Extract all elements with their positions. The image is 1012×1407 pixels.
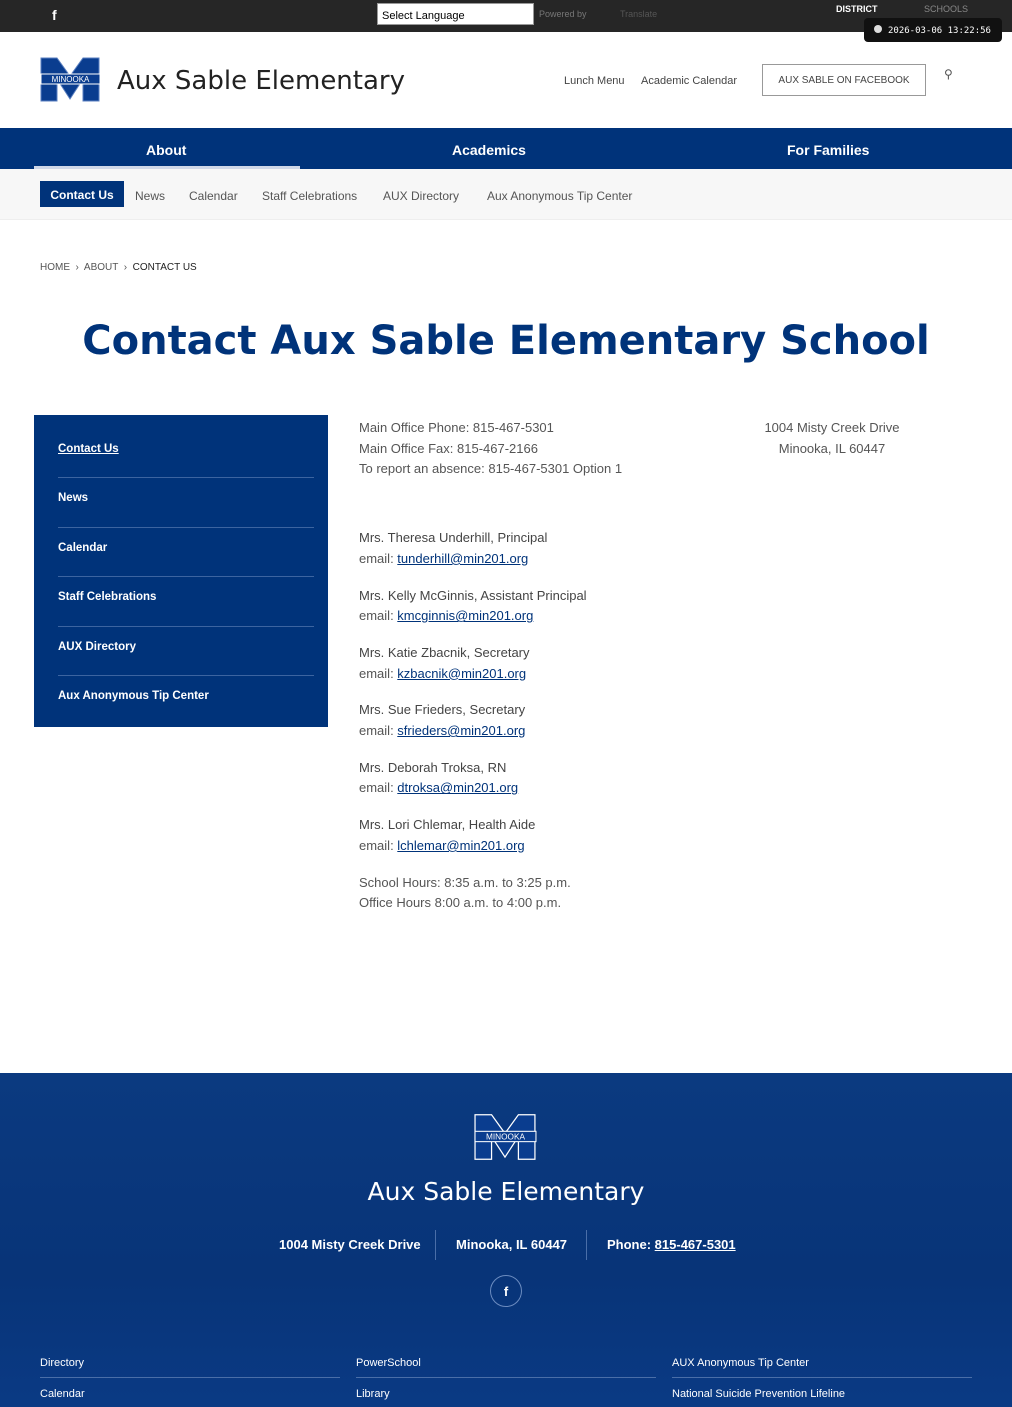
footer-title: Aux Sable Elementary bbox=[367, 1177, 645, 1206]
site-title[interactable]: Aux Sable Elementary bbox=[117, 66, 405, 96]
staff-name: Mrs. Sue Frieders, Secretary bbox=[359, 702, 526, 718]
powered-by: Powered by bbox=[539, 9, 587, 19]
footer-link-lifeline[interactable]: National Suicide Prevention Lifeline bbox=[672, 1388, 846, 1400]
language-select[interactable]: Select Language bbox=[377, 3, 534, 25]
breadcrumb-about[interactable]: ABOUT bbox=[83, 262, 119, 273]
sidebar-item-tip-center[interactable]: Aux Anonymous Tip Center bbox=[58, 689, 209, 702]
school-hours: School Hours: 8:35 a.m. to 3:25 p.m. bbox=[359, 874, 571, 890]
timestamp-overlay bbox=[864, 18, 1002, 42]
staff-entry bbox=[359, 643, 739, 684]
timestamp: 2026-03-06 13:22:56 bbox=[888, 26, 991, 36]
search-icon[interactable]: ⚲ bbox=[944, 67, 953, 81]
staff-email-link[interactable]: lchlemar@min201.org bbox=[397, 837, 525, 853]
staff-entry bbox=[359, 700, 739, 741]
main-nav bbox=[0, 128, 1012, 169]
office-hours: Office Hours 8:00 a.m. to 4:00 p.m. bbox=[359, 895, 562, 911]
staff-name: Mrs. Lori Chlemar, Health Aide bbox=[359, 817, 536, 833]
email-label: email: bbox=[359, 665, 398, 681]
subnav-aux-directory[interactable]: AUX Directory bbox=[383, 189, 460, 203]
address-city: Minooka, IL 60447 bbox=[778, 440, 886, 456]
footer-link-calendar[interactable]: Calendar bbox=[40, 1388, 85, 1400]
divider bbox=[672, 1377, 972, 1378]
schools-link[interactable]: SCHOOLS bbox=[924, 4, 969, 14]
breadcrumb: HOME › ABOUT › CONTACT US bbox=[40, 262, 197, 273]
divider bbox=[586, 1230, 587, 1260]
nav-for-families[interactable]: For Families bbox=[787, 142, 870, 158]
footer-link-tip-center[interactable]: AUX Anonymous Tip Center bbox=[672, 1357, 809, 1369]
email-label: email: bbox=[359, 608, 398, 624]
nav-about[interactable]: About bbox=[146, 142, 187, 158]
top-bar bbox=[0, 0, 1012, 36]
breadcrumb-current: CONTACT US bbox=[132, 262, 197, 273]
staff-name: Mrs. Deborah Troksa, RN bbox=[359, 759, 507, 775]
office-fax: Main Office Fax: 815-467-2166 bbox=[359, 440, 538, 456]
footer-phone-link[interactable]: 815-467-5301 bbox=[654, 1237, 736, 1252]
staff-email-link[interactable]: kzbacnik@min201.org bbox=[397, 665, 527, 681]
translate-link[interactable]: Translate bbox=[620, 9, 658, 19]
office-phone: Main Office Phone: 815-467-5301 bbox=[359, 420, 554, 435]
staff-entry bbox=[359, 815, 739, 856]
absence-line: To report an absence: 815-467-5301 Option 1 bbox=[359, 461, 623, 477]
sidebar-item-staff-celebrations[interactable]: Staff Celebrations bbox=[58, 577, 314, 626]
sidebar-item-aux-directory[interactable]: AUX Directory bbox=[58, 627, 314, 676]
footer-street: 1004 Misty Creek Drive bbox=[279, 1237, 421, 1252]
staff-entry bbox=[359, 528, 739, 569]
facebook-button[interactable]: AUX SABLE ON FACEBOOK bbox=[762, 64, 926, 96]
address-street: 1004 Misty Creek Drive bbox=[764, 420, 900, 435]
footer-phone bbox=[607, 1237, 736, 1252]
subnav-news[interactable]: News bbox=[135, 189, 166, 203]
sidebar-item-calendar[interactable]: Calendar bbox=[58, 528, 314, 577]
sidebar-item-news[interactable]: News bbox=[58, 478, 314, 527]
lunch-menu-link[interactable]: Lunch Menu bbox=[564, 75, 625, 87]
nav-academics[interactable]: Academics bbox=[452, 142, 526, 158]
staff-email-link[interactable]: sfrieders@min201.org bbox=[397, 723, 526, 739]
staff-email-line bbox=[359, 836, 739, 857]
svg-text:MINOOKA: MINOOKA bbox=[51, 75, 90, 84]
facebook-icon[interactable]: f bbox=[490, 1275, 522, 1307]
academic-calendar-link[interactable]: Academic Calendar bbox=[641, 75, 737, 87]
email-label: email: bbox=[359, 837, 398, 853]
staff-name: Mrs. Katie Zbacnik, Secretary bbox=[359, 644, 530, 660]
staff-entry bbox=[359, 586, 739, 627]
footer-logo[interactable] bbox=[474, 1113, 537, 1161]
staff-email-link[interactable]: kmcginnis@min201.org bbox=[397, 608, 534, 624]
sub-nav bbox=[0, 169, 1012, 220]
footer-link-directory[interactable]: Directory bbox=[40, 1357, 85, 1369]
school-address bbox=[740, 418, 924, 459]
staff-email-link[interactable]: tunderhill@min201.org bbox=[397, 550, 529, 566]
clock-icon bbox=[874, 25, 882, 33]
subnav-contact-us[interactable]: Contact Us bbox=[40, 181, 124, 207]
phone-label: Phone: bbox=[607, 1237, 655, 1252]
breadcrumb-home[interactable]: HOME bbox=[40, 262, 70, 273]
sidebar bbox=[34, 415, 328, 727]
footer-city: Minooka, IL 60447 bbox=[456, 1237, 568, 1252]
page-title: Contact Aux Sable Elementary School bbox=[82, 318, 930, 364]
staff-name: Mrs. Kelly McGinnis, Assistant Principal bbox=[359, 587, 587, 603]
sidebar-item-contact-us[interactable]: Contact Us bbox=[58, 429, 314, 478]
staff-entry bbox=[359, 758, 739, 799]
footer bbox=[0, 1073, 1012, 1407]
staff-email-line bbox=[359, 778, 739, 799]
staff-email-line bbox=[359, 721, 739, 742]
divider bbox=[40, 1377, 340, 1378]
footer-link-library[interactable]: Library bbox=[356, 1388, 390, 1400]
divider bbox=[435, 1230, 436, 1260]
district-link[interactable]: DISTRICT bbox=[836, 4, 878, 14]
staff-email-line bbox=[359, 549, 739, 570]
subnav-tip-center[interactable]: Aux Anonymous Tip Center bbox=[487, 189, 633, 203]
subnav-staff-celebrations[interactable]: Staff Celebrations bbox=[262, 189, 358, 203]
staff-email-link[interactable]: dtroksa@min201.org bbox=[397, 780, 519, 796]
subnav-calendar[interactable]: Calendar bbox=[189, 189, 238, 203]
email-label: email: bbox=[359, 723, 398, 739]
facebook-icon[interactable]: f bbox=[52, 7, 57, 23]
email-label: email: bbox=[359, 550, 398, 566]
contact-content bbox=[359, 418, 739, 914]
staff-email-line bbox=[359, 664, 739, 685]
staff-email-line bbox=[359, 606, 739, 627]
footer-link-powerschool[interactable]: PowerSchool bbox=[356, 1357, 421, 1369]
school-logo[interactable] bbox=[40, 57, 101, 102]
svg-text:MINOOKA: MINOOKA bbox=[486, 1132, 525, 1142]
email-label: email: bbox=[359, 780, 398, 796]
divider bbox=[356, 1377, 656, 1378]
staff-name: Mrs. Theresa Underhill, Principal bbox=[359, 530, 548, 546]
